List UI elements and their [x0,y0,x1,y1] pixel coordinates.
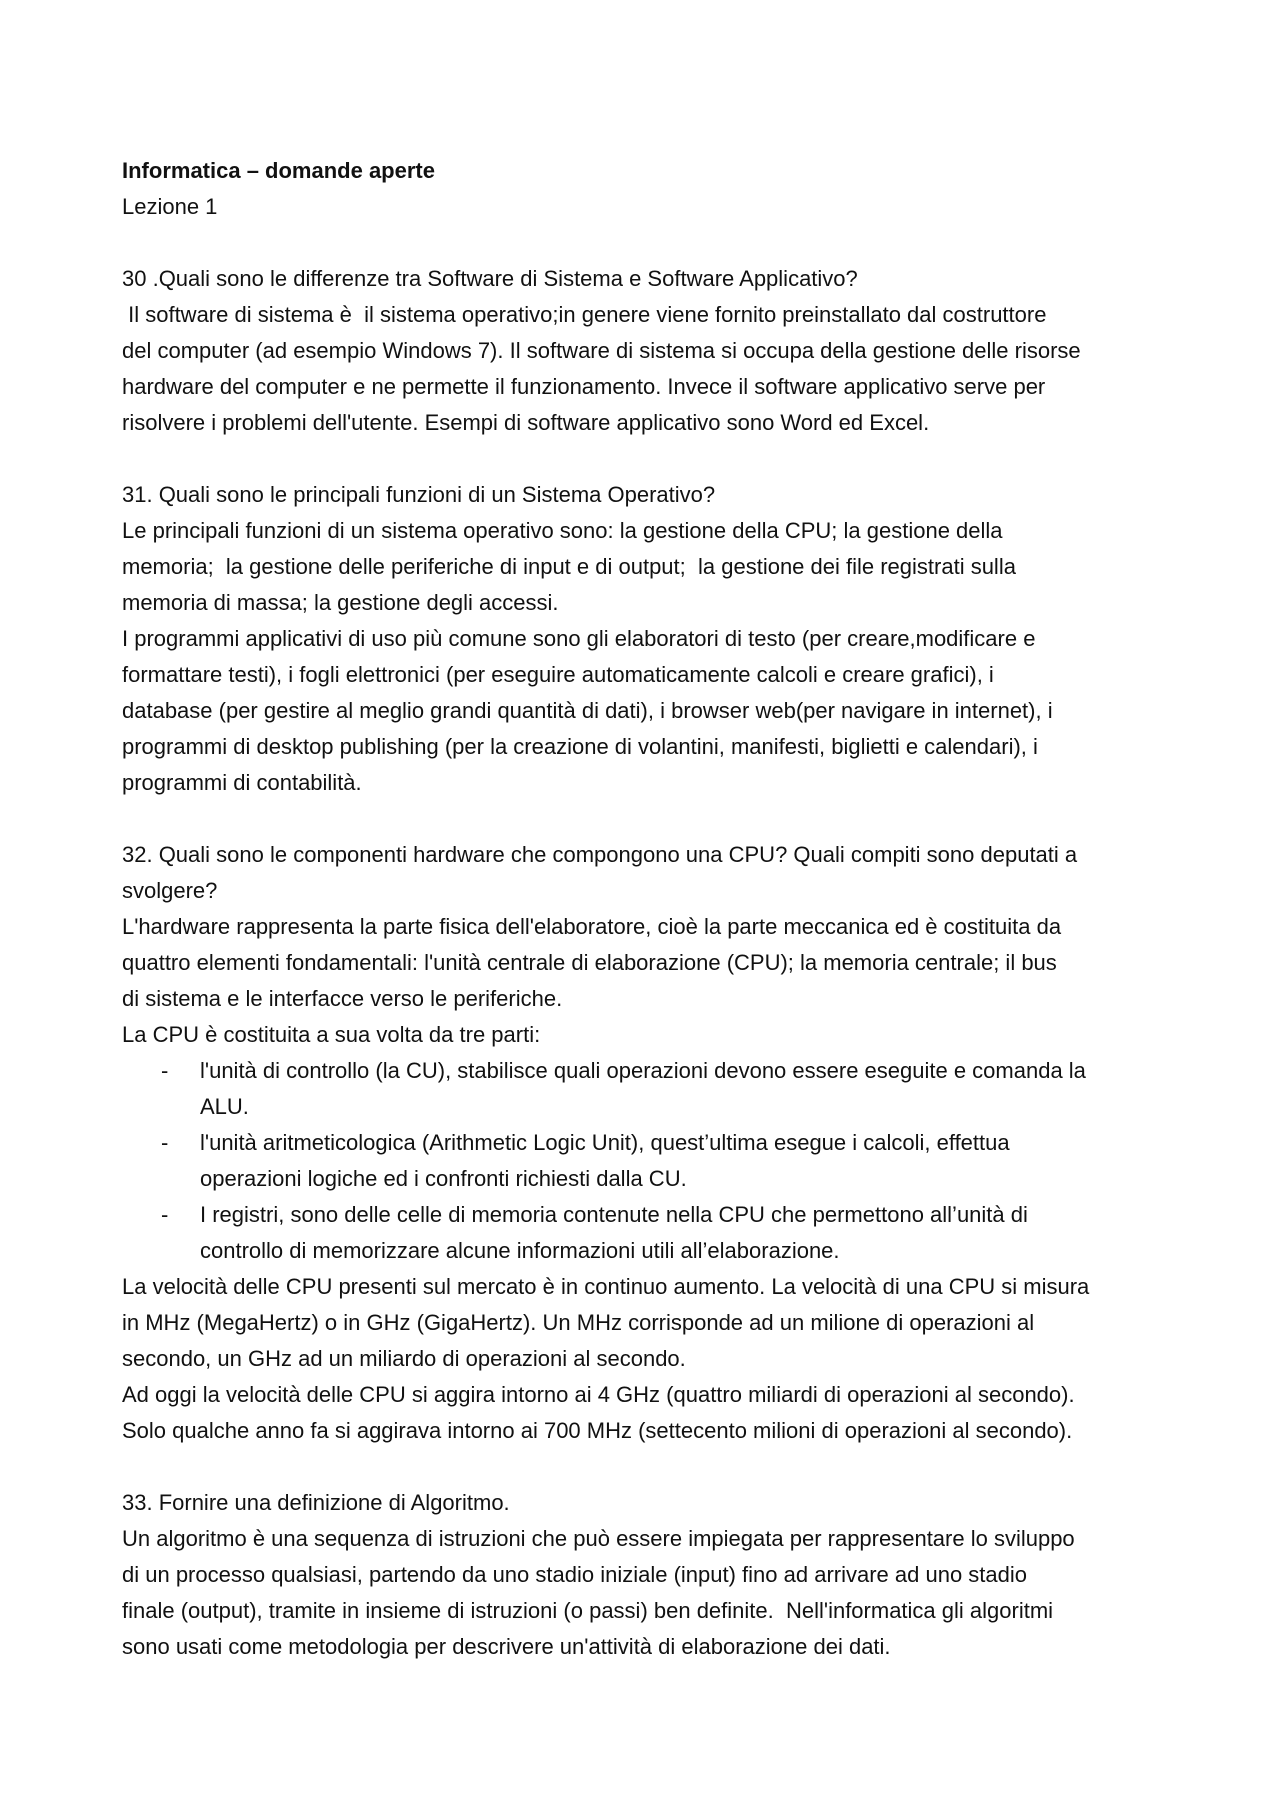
answer-31-line: formattare testi), i fogli elettronici (per eseguire automaticamente calcoli e creare grafici), i [122,662,994,687]
list-item-line: ALU. [200,1094,249,1119]
question-33: 33. Fornire una definizione di Algoritmo. [122,1490,510,1515]
answer-31-line: memoria di massa; la gestione degli accessi. [122,590,559,615]
answer-32-line: Solo qualche anno fa si aggirava intorno ai 700 MHz (settecento milioni di operazioni al secondo). [122,1418,1073,1443]
list-item [122,1053,1162,1125]
answer-31-line: programmi di desktop publishing (per la creazione di volantini, manifesti, biglietti e calendari), i [122,734,1038,759]
answer-32-line: Ad oggi la velocità delle CPU si aggira intorno ai 4 GHz (quattro miliardi di operazioni al secondo). [122,1382,1075,1407]
cpu-parts-list [122,1053,1162,1269]
list-item-line: operazioni logiche ed i confronti richiesti dalla CU. [200,1166,687,1191]
answer-30-line: risolvere i problemi dell'utente. Esempi di software applicativo sono Word ed Excel. [122,410,930,435]
spacer [122,801,1162,837]
question-32: svolgere? [122,878,218,903]
answer-32-line: quattro elementi fondamentali: l'unità centrale di elaborazione (CPU); la memoria centrale; il bus [122,950,1057,975]
document-title: Informatica – domande aperte [122,158,435,183]
list-item-line: I registri, sono delle celle di memoria contenute nella CPU che permettono all’unità di [200,1202,1028,1227]
answer-31-line: I programmi applicativi di uso più comune sono gli elaboratori di testo (per creare,modificare e [122,626,1036,651]
answer-30-line: del computer (ad esempio Windows 7). Il software di sistema si occupa della gestione delle risorse [122,338,1081,363]
question-30: 30 .Quali sono le differenze tra Software di Sistema e Software Applicativo? [122,266,858,291]
question-31-section [122,477,1162,801]
bullet-dash: - [161,1202,169,1227]
question-30-section [122,261,1162,441]
answer-31-line: Le principali funzioni di un sistema operativo sono: la gestione della CPU; la gestione della [122,518,1003,543]
question-32-section [122,837,1162,1449]
answer-33-line: sono usati come metodologia per descrivere un'attività di elaborazione dei dati. [122,1634,891,1659]
list-item-line: l'unità di controllo (la CU), stabilisce quali operazioni devono essere eseguite e comanda la [200,1058,1086,1083]
answer-31-line: programmi di contabilità. [122,770,362,795]
list-item-line: controllo di memorizzare alcune informazioni utili all’elaborazione. [200,1238,840,1263]
question-32: 32. Quali sono le componenti hardware che compongono una CPU? Quali compiti sono deputati a [122,842,1078,867]
answer-32-line: di sistema e le interfacce verso le periferiche. [122,986,563,1011]
answer-32-line: La velocità delle CPU presenti sul mercato è in continuo aumento. La velocità di una CPU si misura [122,1274,1090,1299]
answer-31-line: database (per gestire al meglio grandi quantità di dati), i browser web(per navigare in internet), i [122,698,1053,723]
answer-30-line: Il software di sistema è il sistema operativo;in genere viene fornito preinstallato dal costruttore [122,302,1047,327]
list-item [122,1197,1162,1269]
answer-32-line: in MHz (MegaHertz) o in GHz (GigaHertz). Un MHz corrisponde ad un milione di operazioni al [122,1310,1035,1335]
answer-33-line: finale (output), tramite in insieme di istruzioni (o passi) ben definite. Nell'informatica gli algoritmi [122,1598,1054,1623]
answer-32-line: L'hardware rappresenta la parte fisica dell'elaboratore, cioè la parte meccanica ed è costituita da [122,914,1062,939]
question-33-section [122,1485,1162,1665]
question-31: 31. Quali sono le principali funzioni di un Sistema Operativo? [122,482,716,507]
answer-30-line: hardware del computer e ne permette il funzionamento. Invece il software applicativo serve per [122,374,1046,399]
document-page [122,153,1162,1665]
list-item-line: l'unità aritmeticologica (Arithmetic Logic Unit), quest’ultima esegue i calcoli, effettua [200,1130,1010,1155]
answer-33-line: Un algoritmo è una sequenza di istruzioni che può essere impiegata per rappresentare lo sviluppo [122,1526,1075,1551]
spacer [122,1449,1162,1485]
answer-31-line: memoria; la gestione delle periferiche di input e di output; la gestione dei file registrati sulla [122,554,1016,579]
spacer [122,225,1162,261]
answer-32-line: La CPU è costituita a sua volta da tre parti: [122,1022,541,1047]
bullet-dash: - [161,1130,169,1155]
document-subtitle: Lezione 1 [122,194,218,219]
answer-32-line: secondo, un GHz ad un miliardo di operazioni al secondo. [122,1346,686,1371]
spacer [122,441,1162,477]
list-item [122,1125,1162,1197]
answer-33-line: di un processo qualsiasi, partendo da uno stadio iniziale (input) fino ad arrivare ad uno stadio [122,1562,1028,1587]
bullet-dash: - [161,1058,169,1083]
